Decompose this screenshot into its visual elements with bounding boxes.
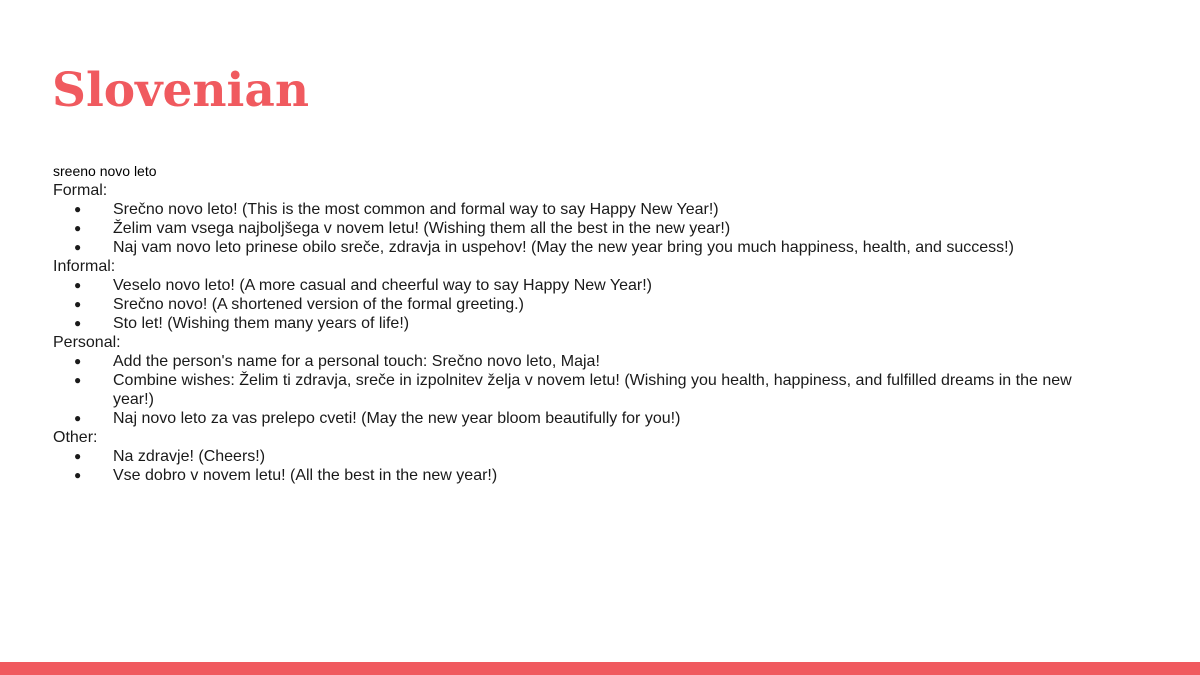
bullet-icon: ● — [74, 278, 82, 292]
bullet-icon: ● — [74, 411, 82, 425]
bullet-icon: ● — [74, 354, 82, 368]
list-item-text: Na zdravje! (Cheers!) — [113, 448, 266, 465]
section-label: Formal: — [53, 182, 108, 199]
bullet-icon: ● — [74, 468, 82, 482]
list-item — [53, 219, 1153, 238]
slide-body — [53, 163, 1153, 485]
list-item — [53, 409, 1153, 428]
bullet-icon: ● — [74, 297, 82, 311]
list-item — [53, 295, 1153, 314]
bullet-list — [53, 447, 1153, 485]
bullet-icon: ● — [74, 202, 82, 216]
bullet-list — [53, 276, 1153, 333]
list-item — [53, 352, 1153, 371]
section-other — [53, 428, 1153, 485]
footer-accent-bar — [0, 662, 1200, 675]
section-formal — [53, 181, 1153, 257]
list-item — [53, 200, 1153, 219]
list-item — [53, 466, 1153, 485]
slide-subtitle: sreeno novo leto — [53, 163, 157, 179]
bullet-list — [53, 352, 1153, 428]
slide-title: Slovenian — [52, 63, 310, 118]
list-item-text: Combine wishes: Želim ti zdravja, sreče in izpolnitev želja v novem letu! (Wishing you health, happiness, and fulfilled dreams in the new year!) — [113, 372, 1072, 408]
list-item-text: Srečno novo! (A shortened version of the formal greeting.) — [113, 296, 524, 313]
list-item-text: Add the person's name for a personal touch: Srečno novo leto, Maja! — [113, 353, 600, 370]
bullet-icon: ● — [74, 221, 82, 235]
bullet-icon: ● — [74, 373, 82, 387]
list-item-text: Srečno novo leto! (This is the most common and formal way to say Happy New Year!) — [113, 201, 719, 218]
section-label: Informal: — [53, 258, 116, 275]
section-informal — [53, 257, 1153, 333]
list-item-text: Sto let! (Wishing them many years of life!) — [113, 315, 410, 332]
list-item — [53, 314, 1153, 333]
list-item-text: Veselo novo leto! (A more casual and cheerful way to say Happy New Year!) — [113, 277, 652, 294]
list-item — [53, 447, 1153, 466]
list-item-text: Želim vam vsega najboljšega v novem letu! (Wishing them all the best in the new year!) — [113, 220, 731, 237]
bullet-icon: ● — [74, 449, 82, 463]
section-personal — [53, 333, 1153, 428]
section-label: Other: — [53, 429, 98, 446]
bullet-list — [53, 200, 1153, 257]
list-item-text: Vse dobro v novem letu! (All the best in the new year!) — [113, 467, 498, 484]
bullet-icon: ● — [74, 316, 82, 330]
list-item-text: Naj novo leto za vas prelepo cveti! (May the new year bloom beautifully for you!) — [113, 410, 681, 427]
list-item — [53, 371, 1153, 409]
section-label: Personal: — [53, 334, 121, 351]
list-item-text: Naj vam novo leto prinese obilo sreče, zdravja in uspehov! (May the new year bring you much happiness, health, and success!) — [113, 239, 1014, 256]
list-item — [53, 238, 1153, 257]
bullet-icon: ● — [74, 240, 82, 254]
list-item — [53, 276, 1153, 295]
